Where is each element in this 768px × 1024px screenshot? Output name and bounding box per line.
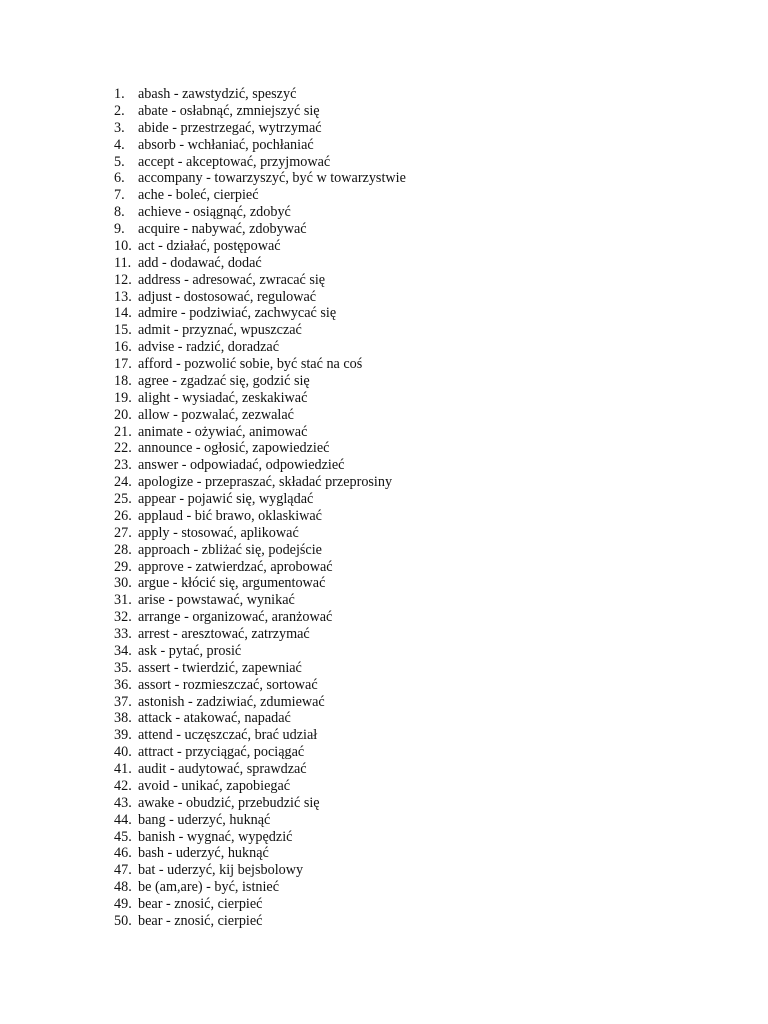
- item-text: bat - uderzyć, kij bejsbolowy: [138, 862, 304, 879]
- item-number: 21.: [114, 423, 132, 440]
- item-number: 7.: [114, 187, 125, 204]
- item-text: banish - wygnać, wypędzić: [138, 828, 293, 845]
- item-number: 41.: [114, 761, 132, 777]
- list-item: [114, 407, 406, 424]
- item-text: assort - rozmieszczać, sortować: [138, 676, 318, 693]
- item-text: abide - przestrzegać, wytrzymać: [138, 119, 322, 136]
- list-item: [114, 440, 406, 457]
- item-number: 1.: [114, 86, 125, 102]
- list-item: [114, 103, 406, 120]
- item-text: achieve - osiągnąć, zdobyć: [138, 204, 291, 221]
- list-item: [114, 643, 406, 660]
- list-item: [114, 491, 406, 508]
- item-text: astonish - zadziwiać, zdumiewać: [138, 693, 325, 710]
- item-number: 24.: [114, 474, 132, 491]
- list-item: [114, 525, 406, 542]
- item-number: 34.: [114, 642, 132, 659]
- list-item: [114, 137, 406, 154]
- item-number: 37.: [114, 693, 132, 710]
- item-text: act - działać, postępować: [138, 237, 281, 254]
- item-number: 32.: [114, 609, 132, 626]
- item-text: admit - przyznać, wpuszczać: [138, 322, 302, 339]
- item-text: answer - odpowiadać, odpowiedzieć: [138, 457, 345, 474]
- item-number: 33.: [114, 626, 132, 642]
- item-number: 11.: [114, 254, 132, 271]
- list-item: [114, 322, 406, 339]
- list-item: [114, 305, 406, 322]
- list-item: [114, 592, 406, 609]
- list-item: [114, 474, 406, 491]
- item-text: accompany - towarzyszyć, być w towarzystwie: [138, 170, 406, 187]
- list-item: [114, 86, 406, 103]
- list-item: [114, 120, 406, 137]
- item-number: 44.: [114, 811, 132, 828]
- item-number: 36.: [114, 676, 132, 693]
- item-text: arrest - aresztować, zatrzymać: [138, 626, 310, 642]
- list-item: [114, 204, 406, 221]
- list-item: [114, 339, 406, 356]
- list-item: [114, 744, 406, 761]
- item-text: alight - wysiadać, zeskakiwać: [138, 389, 308, 406]
- list-item: [114, 609, 406, 626]
- item-number: 15.: [114, 322, 132, 339]
- list-item: [114, 542, 406, 559]
- item-number: 10.: [114, 237, 132, 254]
- item-text: audit - audytować, sprawdzać: [138, 761, 307, 777]
- list-item: [114, 677, 406, 694]
- list-item: [114, 660, 406, 677]
- item-text: attend - uczęszczać, brać udział: [138, 727, 318, 744]
- item-text: argue - kłócić się, argumentować: [138, 575, 326, 592]
- item-number: 6.: [114, 170, 125, 187]
- item-number: 40.: [114, 744, 132, 761]
- item-text: approach - zbliżać się, podejście: [138, 541, 322, 558]
- list-item: [114, 710, 406, 727]
- item-text: arrange - organizować, aranżować: [138, 609, 333, 626]
- list-item: [114, 508, 406, 525]
- list-item: [114, 626, 406, 643]
- item-text: bear - znosić, cierpieć: [138, 912, 263, 929]
- item-text: absorb - wchłaniać, pochłaniać: [138, 136, 314, 153]
- item-text: approve - zatwierdzać, aprobować: [138, 558, 333, 575]
- item-text: acquire - nabywać, zdobywać: [138, 221, 307, 237]
- item-text: bash - uderzyć, huknąć: [138, 845, 269, 862]
- list-item: [114, 778, 406, 795]
- item-number: 31.: [114, 592, 132, 609]
- item-number: 48.: [114, 879, 132, 896]
- item-number: 9.: [114, 221, 125, 237]
- list-item: [114, 812, 406, 829]
- item-number: 23.: [114, 457, 132, 474]
- item-text: admire - podziwiać, zachwycać się: [138, 305, 337, 322]
- item-number: 5.: [114, 153, 125, 170]
- item-number: 13.: [114, 288, 132, 305]
- item-text: appear - pojawić się, wyglądać: [138, 491, 314, 507]
- item-number: 26.: [114, 507, 132, 524]
- item-number: 14.: [114, 305, 132, 322]
- item-text: bang - uderzyć, huknąć: [138, 811, 271, 828]
- item-number: 25.: [114, 491, 132, 507]
- item-number: 43.: [114, 794, 132, 811]
- item-text: adjust - dostosować, regulować: [138, 288, 317, 305]
- item-text: afford - pozwolić sobie, być stać na coś: [138, 356, 363, 372]
- vocabulary-list: [114, 86, 406, 930]
- list-item: [114, 154, 406, 171]
- item-number: 17.: [114, 356, 132, 372]
- item-number: 27.: [114, 524, 132, 541]
- list-item: [114, 575, 406, 592]
- item-text: applaud - bić brawo, oklaskiwać: [138, 507, 322, 524]
- list-item: [114, 845, 406, 862]
- item-text: announce - ogłosić, zapowiedzieć: [138, 440, 330, 457]
- item-number: 16.: [114, 339, 132, 356]
- list-item: [114, 424, 406, 441]
- item-number: 30.: [114, 575, 132, 592]
- list-item: [114, 829, 406, 846]
- item-text: avoid - unikać, zapobiegać: [138, 777, 291, 794]
- item-number: 28.: [114, 541, 132, 558]
- item-number: 42.: [114, 777, 132, 794]
- list-item: [114, 879, 406, 896]
- item-number: 22.: [114, 440, 132, 457]
- item-number: 4.: [114, 136, 125, 153]
- list-item: [114, 559, 406, 576]
- item-text: advise - radzić, doradzać: [138, 339, 280, 356]
- item-text: apologize - przepraszać, składać przeprosiny: [138, 474, 393, 491]
- item-text: apply - stosować, aplikować: [138, 524, 299, 541]
- item-text: address - adresować, zwracać się: [138, 271, 326, 288]
- list-item: [114, 896, 406, 913]
- list-item: [114, 187, 406, 204]
- item-text: awake - obudzić, przebudzić się: [138, 794, 320, 811]
- list-item: [114, 255, 406, 272]
- item-text: abash - zawstydzić, speszyć: [138, 86, 297, 102]
- list-item: [114, 170, 406, 187]
- list-item: [114, 913, 406, 930]
- list-item: [114, 289, 406, 306]
- item-number: 12.: [114, 271, 132, 288]
- item-text: agree - zgadzać się, godzić się: [138, 372, 310, 389]
- list-item: [114, 761, 406, 778]
- item-text: allow - pozwalać, zezwalać: [138, 406, 294, 423]
- item-text: bear - znosić, cierpieć: [138, 896, 263, 912]
- list-item: [114, 795, 406, 812]
- item-text: attract - przyciągać, pociągać: [138, 744, 305, 761]
- item-number: 29.: [114, 558, 132, 575]
- item-text: abate - osłabnąć, zmniejszyć się: [138, 102, 320, 119]
- item-text: ache - boleć, cierpieć: [138, 187, 259, 204]
- item-text: be (am,are) - być, istnieć: [138, 879, 280, 896]
- list-item: [114, 238, 406, 255]
- list-item: [114, 221, 406, 238]
- item-text: add - dodawać, dodać: [138, 254, 262, 271]
- item-text: arise - powstawać, wynikać: [138, 592, 295, 609]
- item-number: 49.: [114, 896, 132, 912]
- item-number: 35.: [114, 659, 132, 676]
- item-number: 39.: [114, 727, 132, 744]
- list-item: [114, 862, 406, 879]
- list-item: [114, 356, 406, 373]
- item-number: 2.: [114, 102, 125, 119]
- list-item: [114, 694, 406, 711]
- item-text: animate - ożywiać, animować: [138, 423, 308, 440]
- list-item: [114, 373, 406, 390]
- item-number: 38.: [114, 710, 132, 727]
- list-item: [114, 390, 406, 407]
- item-number: 47.: [114, 862, 132, 879]
- item-number: 45.: [114, 828, 132, 845]
- item-text: attack - atakować, napadać: [138, 710, 291, 727]
- item-text: ask - pytać, prosić: [138, 642, 242, 659]
- list-item: [114, 727, 406, 744]
- item-number: 8.: [114, 204, 125, 221]
- list-item: [114, 457, 406, 474]
- item-number: 46.: [114, 845, 132, 862]
- item-number: 19.: [114, 389, 132, 406]
- item-text: accept - akceptować, przyjmować: [138, 153, 331, 170]
- item-number: 3.: [114, 119, 125, 136]
- item-number: 18.: [114, 372, 132, 389]
- list-item: [114, 272, 406, 289]
- item-number: 50.: [114, 912, 132, 929]
- item-text: assert - twierdzić, zapewniać: [138, 659, 302, 676]
- item-number: 20.: [114, 406, 132, 423]
